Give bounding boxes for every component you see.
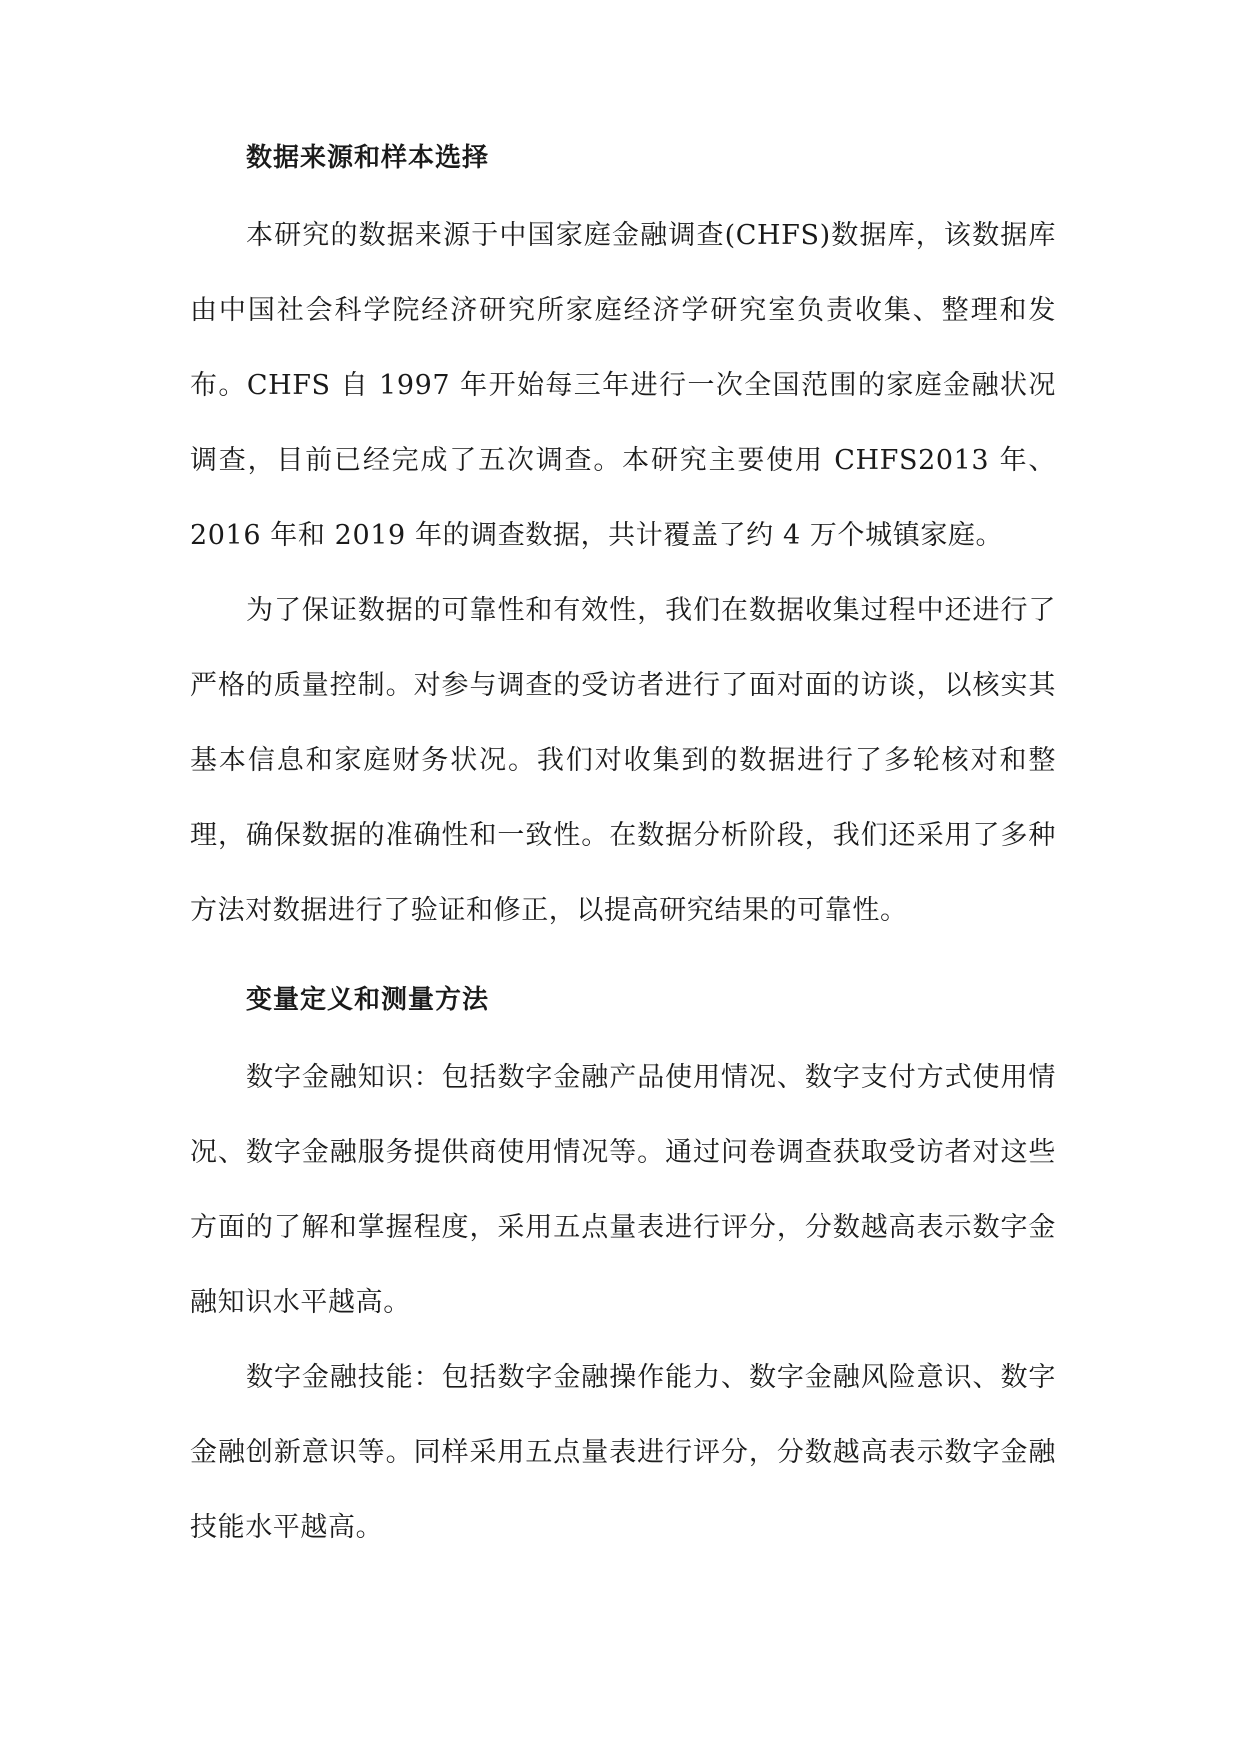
section-heading-variables: 变量定义和测量方法 xyxy=(246,985,490,1015)
document-body xyxy=(190,138,1056,1565)
paragraph-quality-control: 为了保证数据的可靠性和有效性，我们在数据收集过程中还进行了严格的质量控制。对参与调查的受访者进行了面对面的访谈，以核实其基本信息和家庭财务状况。我们对收集到的数据进行了多轮核对和整理，确保数据的准确性和一致性。在数据分析阶段，我们还采用了多种方法对数据进行了验证和修正，以提高研究结果的可靠性。 xyxy=(190,595,1056,926)
paragraph-digital-finance-knowledge: 数字金融知识：包括数字金融产品使用情况、数字支付方式使用情况、数字金融服务提供商使用情况等。通过问卷调查获取受访者对这些方面的了解和掌握程度，采用五点量表进行评分，分数越高表示数字金融知识水平越高。 xyxy=(190,1062,1056,1318)
paragraph-data-source: 本研究的数据来源于中国家庭金融调查(CHFS)数据库，该数据库由中国社会科学院经济研究所家庭经济学研究室负责收集、整理和发布。CHFS 自 1997 年开始每三年进行一次全国范围的家庭金融状况调查，目前已经完成了五次调查。本研究主要使用 CHFS2013 年、2016 年和 2019 年的调查数据，共计覆盖了约 4 万个城镇家庭。 xyxy=(190,220,1056,551)
section-heading-data-source: 数据来源和样本选择 xyxy=(246,143,490,173)
paragraph-digital-finance-skills: 数字金融技能：包括数字金融操作能力、数字金融风险意识、数字金融创新意识等。同样采用五点量表进行评分，分数越高表示数字金融技能水平越高。 xyxy=(190,1362,1056,1543)
